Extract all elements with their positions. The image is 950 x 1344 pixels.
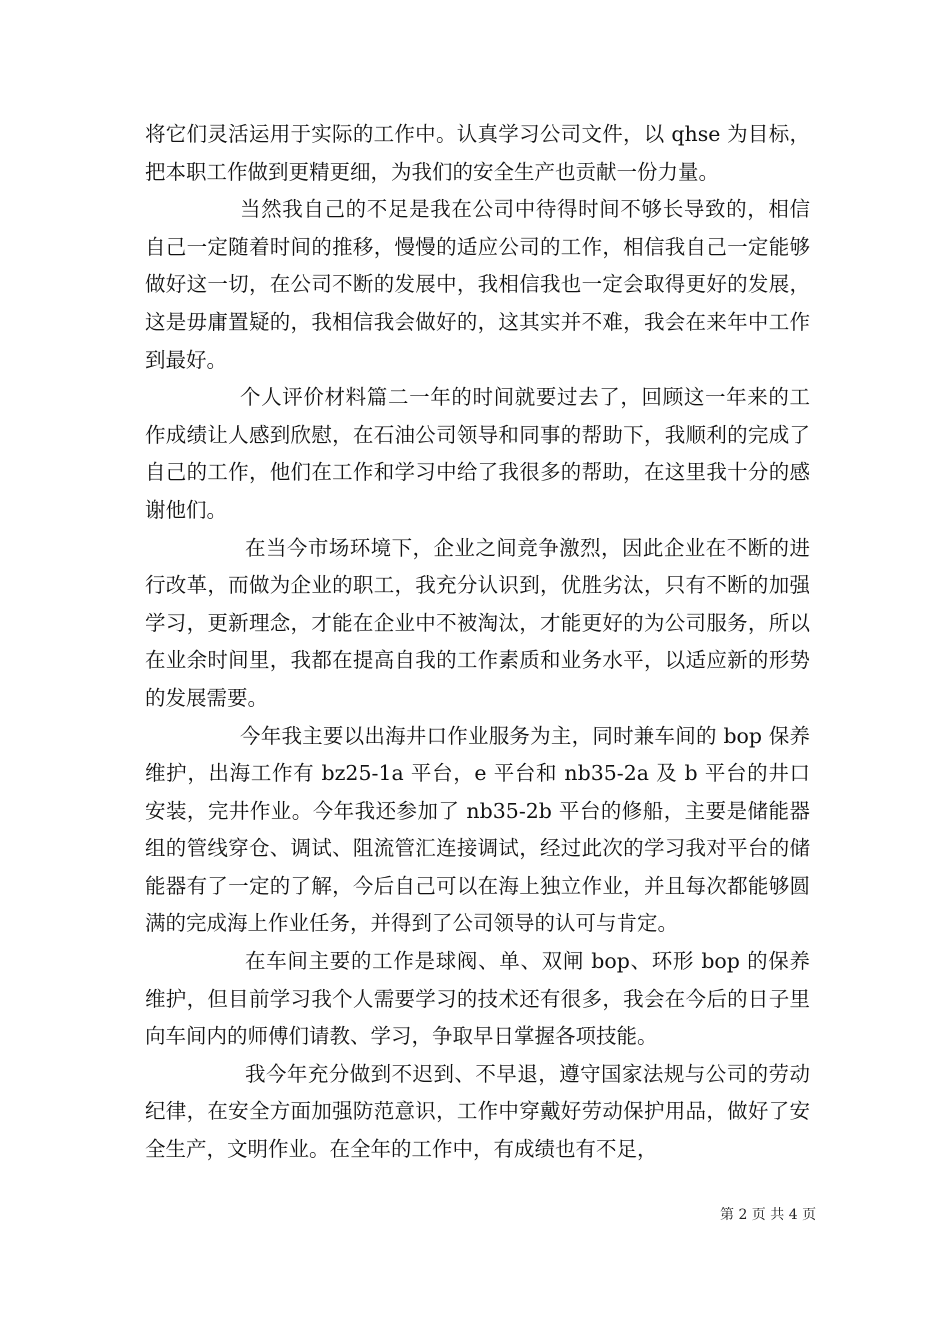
paragraph-1: 将它们灵活运用于实际的工作中。认真学习公司文件，以 qhse 为目标，把本职工作做到更精更细，为我们的安全生产也贡献一份力量。 bbox=[145, 122, 810, 184]
paragraph-3: 个人评价材料篇二一年的时间就要过去了，回顾这一年来的工作成绩让人感到欣慰，在石油公司领导和同事的帮助下，我顺利的完成了自己的工作，他们在工作和学习中给了我很多的帮助，在这里我十分的感谢他们。 bbox=[145, 385, 810, 522]
page-number: 第 2 页 共 4 页 bbox=[720, 1207, 817, 1223]
paragraph-5: 今年我主要以出海井口作业服务为主，同时兼车间的 bop 保养维护，出海工作有 bz25-1a 平台，e 平台和 nb35-2a 及 b 平台的井口安装，完井作业。今年我还参加了 nb35-2b 平台的修船，主要是储能器组的管线穿仓、调试、阻流管汇连接调试，经过此次的学习我对平台的储能器有了一定的了解，今后自己可以在海上独立作业，并且每次都能够圆满的完成海上作业任务，并得到了公司领导的认可与肯定。 bbox=[145, 723, 810, 936]
paragraph-6: 在车间主要的工作是球阀、单、双闸 bop、环形 bop 的保养维护，但目前学习我个人需要学习的技术还有很多，我会在今后的日子里向车间内的师傅们请教、学习，争取早日掌握各项技能。 bbox=[145, 949, 810, 1049]
page-footer bbox=[0, 1205, 950, 1225]
paragraph-4: 在当今市场环境下，企业之间竞争激烈，因此企业在不断的进行改革，而做为企业的职工，我充分认识到，优胜劣汰，只有不断的加强学习，更新理念，才能在企业中不被淘汰，才能更好的为公司服务，所以在业余时间里，我都在提高自我的工作素质和业务水平，以适应新的形势的发展需要。 bbox=[145, 535, 810, 710]
paragraph-7: 我今年充分做到不迟到、不早退，遵守国家法规与公司的劳动纪律，在安全方面加强防范意识，工作中穿戴好劳动保护用品，做好了安全生产，文明作业。在全年的工作中，有成绩也有不足， bbox=[145, 1061, 810, 1162]
document-body bbox=[145, 116, 810, 1169]
paragraph-2: 当然我自己的不足是我在公司中待得时间不够长导致的，相信自己一定随着时间的推移，慢慢的适应公司的工作，相信我自己一定能够做好这一切，在公司不断的发展中，我相信我也一定会取得更好的发展，这是毋庸置疑的，我相信我会做好的，这其实并不难，我会在来年中工作到最好。 bbox=[145, 197, 810, 372]
